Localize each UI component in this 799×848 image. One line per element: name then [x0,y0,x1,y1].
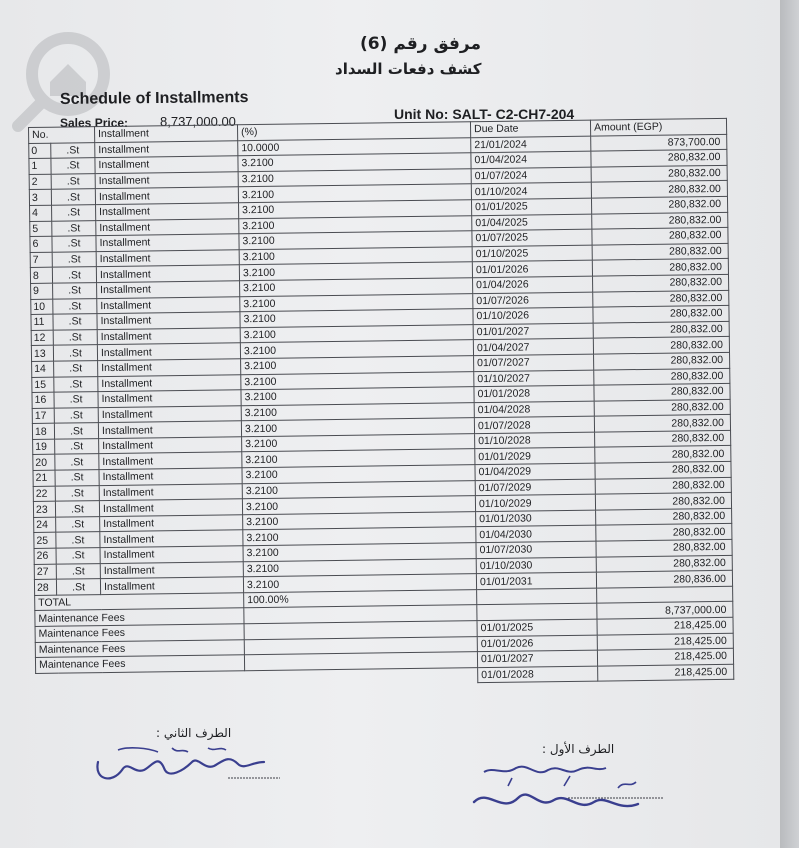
row-percent: 3.2100 [242,480,475,499]
row-extra [728,258,774,274]
row-type: Installment [98,390,241,407]
row-number: 18 [32,423,54,439]
row-extra [733,601,779,617]
row-st: .St [54,423,98,439]
row-number: 2 [29,174,51,190]
row-type: Installment [100,515,243,532]
row-extra [731,430,777,446]
row-type: Installment [100,546,243,563]
row-percent: 3.2100 [238,153,471,172]
col-header-percent: (%) [237,122,470,141]
row-extra [727,165,773,181]
col-header-due-date: Due Date [470,120,590,137]
row-percent: 3.2100 [238,184,471,203]
row-type: Installment [97,343,240,360]
row-type: Installment [97,327,240,344]
maintenance-label: Maintenance Fees [35,639,244,657]
row-extra [730,398,776,414]
maintenance-label: Maintenance Fees [35,624,244,642]
row-number: 0 [29,143,51,159]
row-percent: 3.2100 [240,324,473,343]
row-due-date: 01/07/2024 [471,167,591,184]
row-extra [731,476,777,492]
row-due-date: 01/01/2031 [476,572,596,589]
row-extra [728,274,774,290]
row-due-date: 01/01/2025 [471,198,591,215]
row-extra [732,570,778,586]
row-due-date: 01/07/2025 [472,229,592,246]
row-extra [732,523,778,539]
row-amount: 280,832.00 [592,212,728,229]
row-amount: 280,832.00 [596,555,732,572]
row-st: .St [53,314,97,330]
row-number: 14 [32,361,54,377]
row-number: 8 [30,268,52,284]
row-percent: 3.2100 [242,465,475,484]
row-amount: 280,832.00 [594,399,730,416]
row-due-date: 01/01/2030 [476,510,596,527]
attachment-subtitle: كشف دفعات السداد [335,60,482,78]
row-st: .St [54,376,98,392]
row-type: Installment [96,249,239,266]
row-due-date: 01/04/2030 [476,526,596,543]
row-number: 3 [29,190,51,206]
row-amount: 280,832.00 [595,477,731,494]
row-amount: 280,832.00 [591,181,727,198]
row-percent: 3.2100 [239,200,472,219]
row-number: 7 [30,252,52,268]
row-number: 26 [34,548,56,564]
row-st: .St [53,298,97,314]
row-st: .St [55,485,99,501]
row-amount: 280,832.00 [592,274,728,291]
row-percent: 3.2100 [242,496,475,515]
row-type: Installment [95,156,238,173]
row-number: 4 [30,205,52,221]
row-due-date: 01/10/2024 [471,183,591,200]
row-st: .St [55,454,99,470]
row-st: .St [55,501,99,517]
row-extra [729,320,775,336]
row-st: .St [55,438,99,454]
total-percent: 100.00% [244,589,477,608]
row-extra [729,289,775,305]
row-number: 16 [32,392,54,408]
total-amount [597,586,733,603]
row-extra [729,336,775,352]
row-extra [733,648,779,664]
maintenance-label: Maintenance Fees [35,608,244,626]
row-st: .St [52,205,96,221]
row-percent: 3.2100 [240,293,473,312]
row-st: .St [51,158,95,174]
row-percent: 3.2100 [242,449,475,468]
maintenance-date: 01/01/2028 [478,666,598,683]
page-edge [780,0,799,848]
maintenance-date: 01/01/2027 [477,650,597,667]
row-number: 22 [33,486,55,502]
row-due-date: 01/01/2028 [474,385,594,402]
second-party-signature [88,740,288,792]
row-due-date: 01/04/2027 [473,338,593,355]
row-amount: 280,832.00 [593,321,729,338]
row-extra [731,461,777,477]
row-type: Installment [96,234,239,251]
row-extra [732,554,778,570]
row-st: .St [52,267,96,283]
row-extra [730,383,776,399]
row-type: Installment [98,421,241,438]
row-amount: 280,832.00 [596,524,732,541]
row-type: Installment [97,281,240,298]
row-number: 15 [32,377,54,393]
total-due-date [477,588,597,605]
row-extra [731,492,777,508]
row-st: .St [54,392,98,408]
row-due-date: 01/07/2028 [474,416,594,433]
installments-table [28,117,779,689]
row-st: .St [52,220,96,236]
row-extra [734,663,780,679]
row-amount: 280,832.00 [591,150,727,167]
first-party-signature [468,758,668,826]
row-amount: 280,832.00 [591,165,727,182]
row-percent: 3.2100 [239,262,472,281]
row-due-date: 01/07/2026 [473,292,593,309]
row-percent: 3.2100 [239,215,472,234]
row-due-date: 01/10/2030 [476,557,596,574]
row-percent: 3.2100 [241,356,474,375]
row-due-date: 01/04/2026 [473,276,593,293]
row-amount: 280,832.00 [596,539,732,556]
sales-price-value: 8,737,000.00 [160,114,236,129]
row-st: .St [52,251,96,267]
row-percent: 3.2100 [243,558,476,577]
row-amount: 280,832.00 [593,305,729,322]
row-type: Installment [96,218,239,235]
row-extra [733,617,779,633]
row-amount: 280,832.00 [594,352,730,369]
row-amount: 280,832.00 [596,508,732,525]
second-party-label: الطرف الثاني : [156,726,232,740]
row-amount: 280,832.00 [594,368,730,385]
sales-price-label: Sales Price: [60,116,129,130]
maintenance-date: 01/01/2025 [477,619,597,636]
row-percent: 3.2100 [239,231,472,250]
row-extra [727,180,773,196]
row-type: Installment [98,374,241,391]
row-percent: 3.2100 [239,246,472,265]
row-number: 28 [34,579,56,595]
row-extra [728,242,774,258]
row-extra [728,211,774,227]
maintenance-amount: 218,425.00 [597,617,733,634]
row-percent: 3.2100 [240,309,473,328]
row-extra [732,539,778,555]
row-percent: 3.2100 [241,387,474,406]
row-st: .St [56,579,100,595]
row-percent: 3.2100 [243,512,476,531]
row-number: 9 [31,283,53,299]
row-number: 10 [31,299,53,315]
row-percent: 3.2100 [240,278,473,297]
row-percent: 3.2100 [240,340,473,359]
row-number: 24 [34,517,56,533]
row-due-date: 01/07/2030 [476,541,596,558]
row-number: 27 [34,564,56,580]
row-extra [733,632,779,648]
maintenance-amount: 218,425.00 [598,664,734,681]
maintenance-date: 01/01/2026 [477,635,597,652]
maintenance-amount: 8,737,000.00 [597,602,733,619]
row-extra [727,133,773,149]
row-number: 17 [32,408,54,424]
row-extra [729,305,775,321]
row-st: .St [56,548,100,564]
row-number: 13 [31,345,53,361]
row-due-date: 01/07/2027 [474,354,594,371]
row-extra [730,367,776,383]
row-extra [733,586,779,602]
row-type: Installment [99,437,242,454]
row-extra [730,414,776,430]
row-amount: 280,832.00 [595,446,731,463]
row-due-date: 01/10/2029 [475,494,595,511]
row-amount: 280,832.00 [595,461,731,478]
row-st: .St [53,329,97,345]
row-percent: 3.2100 [243,543,476,562]
row-percent: 3.2100 [241,371,474,390]
row-amount: 280,832.00 [595,493,731,510]
row-type: Installment [97,312,240,329]
row-st: .St [55,470,99,486]
row-extra [728,227,774,243]
row-amount: 280,832.00 [592,243,728,260]
row-st: .St [51,173,95,189]
row-due-date: 01/04/2028 [474,401,594,418]
row-due-date: 01/10/2026 [473,307,593,324]
row-st: .St [51,189,95,205]
row-type: Installment [95,172,238,189]
maintenance-amount: 218,425.00 [597,648,733,665]
row-type: Installment [96,265,239,282]
row-extra [727,149,773,165]
schedule-title: Schedule of Installments [59,89,249,108]
row-due-date: 01/07/2029 [475,479,595,496]
row-number: 6 [30,236,52,252]
row-number: 25 [34,533,56,549]
row-type: Installment [96,203,239,220]
row-type: Installment [99,499,242,516]
row-percent: 3.2100 [243,527,476,546]
row-type: Installment [99,452,242,469]
row-amount: 280,832.00 [594,383,730,400]
row-st: .St [56,532,100,548]
attachment-title: مرفق رقم (6) [360,34,482,54]
row-percent: 3.2100 [241,402,474,421]
row-amount: 280,832.00 [594,415,730,432]
row-extra [732,508,778,524]
row-extra [730,352,776,368]
row-st: .St [53,283,97,299]
row-st: .St [56,516,100,532]
row-type: Installment [100,561,243,578]
row-amount: 280,836.00 [596,571,732,588]
maintenance-label: Maintenance Fees [35,655,244,673]
col-header-installment: Installment [95,125,238,142]
row-type: Installment [95,140,238,157]
row-number: 20 [33,455,55,471]
first-party-label: الطرف الأول : [542,742,615,756]
row-number: 12 [31,330,53,346]
row-percent: 3.2100 [241,418,474,437]
row-extra [727,196,773,212]
row-st: .St [51,142,95,158]
row-due-date: 01/10/2027 [474,370,594,387]
row-type: Installment [95,187,238,204]
col-header-extra [726,118,772,134]
row-due-date: 01/01/2029 [475,448,595,465]
col-header-amount: Amount (EGP) [590,118,726,135]
row-due-date: 01/01/2027 [473,323,593,340]
row-st: .St [54,361,98,377]
row-st: .St [53,345,97,361]
row-due-date: 01/04/2029 [475,463,595,480]
row-type: Installment [98,359,241,376]
row-number: 23 [33,501,55,517]
row-due-date: 21/01/2024 [471,136,591,153]
row-type: Installment [97,296,240,313]
row-due-date: 01/10/2028 [475,432,595,449]
maintenance-amount: 218,425.00 [597,633,733,650]
row-amount: 280,832.00 [595,430,731,447]
row-amount: 280,832.00 [592,259,728,276]
row-st: .St [54,407,98,423]
row-percent: 3.2100 [242,434,475,453]
row-type: Installment [100,530,243,547]
row-type: Installment [98,405,241,422]
row-number: 21 [33,470,55,486]
maintenance-date [477,604,597,621]
total-label: TOTAL [35,593,244,611]
row-amount: 873,700.00 [591,134,727,151]
row-st: .St [56,563,100,579]
row-amount: 280,832.00 [593,290,729,307]
row-type: Installment [99,483,242,500]
row-percent: 10.0000 [238,137,471,156]
row-amount: 280,832.00 [593,337,729,354]
row-number: 19 [33,439,55,455]
row-amount: 280,832.00 [591,196,727,213]
table-body [29,133,780,688]
row-number: 5 [30,221,52,237]
row-extra [731,445,777,461]
row-st: .St [52,236,96,252]
col-header-no: No. [29,127,95,143]
row-type: Installment [100,577,243,594]
row-number: 1 [29,158,51,174]
row-percent: 3.2100 [243,574,476,593]
row-due-date: 01/10/2025 [472,245,592,262]
row-due-date: 01/01/2026 [472,260,592,277]
row-percent: 3.2100 [238,168,471,187]
row-number: 11 [31,314,53,330]
row-due-date: 01/04/2024 [471,151,591,168]
row-type: Installment [99,468,242,485]
row-amount: 280,832.00 [592,228,728,245]
row-due-date: 01/04/2025 [472,214,592,231]
unit-number: Unit No: SALT- C2-CH7-204 [394,106,575,122]
